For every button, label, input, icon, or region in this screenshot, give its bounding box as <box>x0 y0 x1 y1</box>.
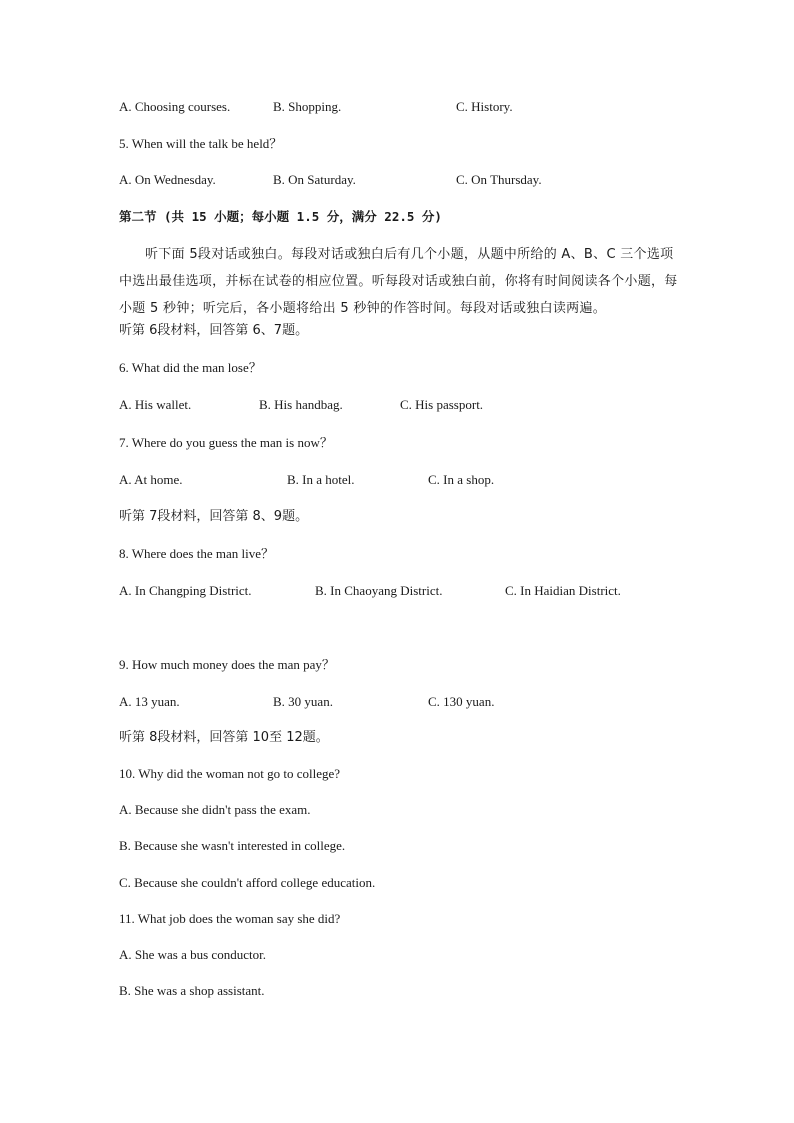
q5-option-c: C. On Thursday. <box>456 172 542 187</box>
q8-option-a: A. In Changping District. <box>119 583 252 598</box>
q8-question: 8. Where does the man live？ <box>119 546 274 561</box>
q9-option-b: B. 30 yuan. <box>273 694 333 709</box>
q9-question: 9. How much money does the man pay？ <box>119 657 335 672</box>
q11-option-b: B. She was a shop assistant. <box>119 983 265 998</box>
q10-option-b: B. Because she wasn't interested in college. <box>119 838 346 853</box>
q7-option-a: A. At home. <box>119 472 183 487</box>
section-instructions: 听下面 5段对话或独白。每段对话或独白后有几个小题，从题中所给的 A、B、C 三个选项中选出最佳选项，并标在试卷的相应位置。听每段对话或独白前，你将有时间阅读各个小题，每小题 5 秒钟；听完后，各小题将给出 5 秒钟的作答时间。每段对话或独白读两遍。 <box>119 247 678 316</box>
q4-option-c: C. History. <box>456 99 513 114</box>
q9-option-a: A. 13 yuan. <box>119 694 180 709</box>
q5-option-a: A. On Wednesday. <box>119 172 216 187</box>
material-7-heading: 听第 7段材料，回答第 8、9题。 <box>119 509 309 524</box>
q6-option-a: A. His wallet. <box>119 397 192 412</box>
material-6-heading: 听第 6段材料，回答第 6、7题。 <box>119 323 309 338</box>
q11-option-a: A. She was a bus conductor. <box>119 947 266 962</box>
q8-option-b: B. In Chaoyang District. <box>315 583 443 598</box>
q10-option-c: C. Because she couldn't afford college education. <box>119 875 376 890</box>
q5-question: 5. When will the talk be held？ <box>119 136 283 151</box>
q7-option-b: B. In a hotel. <box>287 472 355 487</box>
material-8-heading: 听第 8段材料，回答第 10至 12题。 <box>119 730 329 745</box>
q5-option-b: B. On Saturday. <box>273 172 356 187</box>
q7-option-c: C. In a shop. <box>428 472 495 487</box>
q6-option-c: C. His passport. <box>400 397 484 412</box>
q10-option-a: A. Because she didn't pass the exam. <box>119 802 311 817</box>
q9-option-c: C. 130 yuan. <box>428 694 495 709</box>
q11-question: 11. What job does the woman say she did? <box>119 911 341 926</box>
q4-option-a: A. Choosing courses. <box>119 99 231 114</box>
q6-question: 6. What did the man lose？ <box>119 360 262 375</box>
q8-option-c: C. In Haidian District. <box>505 583 621 598</box>
q4-option-b: B. Shopping. <box>273 99 342 114</box>
section-title: 第二节 (共 15 小题；每小题 1.5 分，满分 22.5 分) <box>119 209 442 224</box>
q6-option-b: B. His handbag. <box>259 397 343 412</box>
q10-question: 10. Why did the woman not go to college? <box>119 766 341 781</box>
q7-question: 7. Where do you guess the man is now？ <box>119 435 333 450</box>
